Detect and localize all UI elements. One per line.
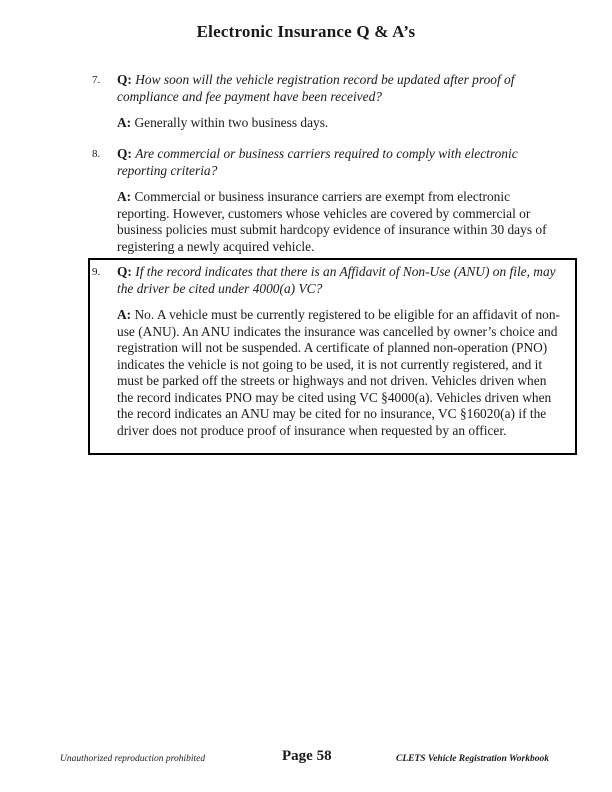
answer (117, 307, 562, 439)
footer-workbook-title: CLETS Vehicle Registration Workbook (396, 754, 549, 764)
qa-item-7 (92, 72, 562, 132)
question-text: Are commercial or business carriers required to comply with electronic reporting criteria? (117, 146, 518, 178)
page-title: Electronic Insurance Q & A’s (196, 22, 416, 41)
question-text: If the record indicates that there is an Affidavit of Non-Use (ANU) on file, may the driver be cited under 4000(a) VC? (117, 264, 556, 296)
answer (117, 189, 562, 255)
qa-item-8 (92, 146, 562, 255)
footer-disclaimer: Unauthorized reproduction prohibited (60, 754, 206, 764)
qa-item-9 (92, 264, 562, 439)
a-label: A: (117, 307, 132, 322)
question (117, 72, 562, 105)
q-label: Q: (117, 146, 132, 161)
question (117, 264, 562, 297)
answer-text: Generally within two business days. (134, 115, 329, 130)
question-number: 9. (92, 266, 101, 278)
question-text: How soon will the vehicle registration record be updated after proof of compliance and fee payment have been received? (117, 72, 515, 104)
question-number: 7. (92, 74, 101, 86)
a-label: A: (117, 115, 132, 130)
a-label: A: (117, 189, 132, 204)
question (117, 146, 562, 179)
answer-text: No. A vehicle must be currently registered to be eligible for an affidavit of non-use (ANU). An ANU indicates the insurance was cancelled by owner’s choice and registration will not be suspended. A certificate of planned non-operation (PNO) indicates the vehicle is not going to be used, it is not currently registered, and it must be parked off the streets or highways and not driven. Vehicles driven when the record indicates PNO may be cited using VC §4000(a). Vehicles driven when the record indicates an ANU may be cited for no insurance, VC §16020(a) if the driver does not produce proof of insurance when requested by an officer. (117, 307, 561, 438)
page-number: Page 58 (282, 748, 332, 764)
question-number: 8. (92, 148, 101, 160)
answer-text: Commercial or business insurance carriers are exempt from electronic reporting. However, customers whose vehicles are covered by commercial or business policies must submit hardcopy evidence of insurance within 30 days of registering a newly acquired vehicle. (117, 189, 547, 254)
q-label: Q: (117, 72, 132, 87)
q-label: Q: (117, 264, 132, 279)
answer (117, 115, 562, 132)
